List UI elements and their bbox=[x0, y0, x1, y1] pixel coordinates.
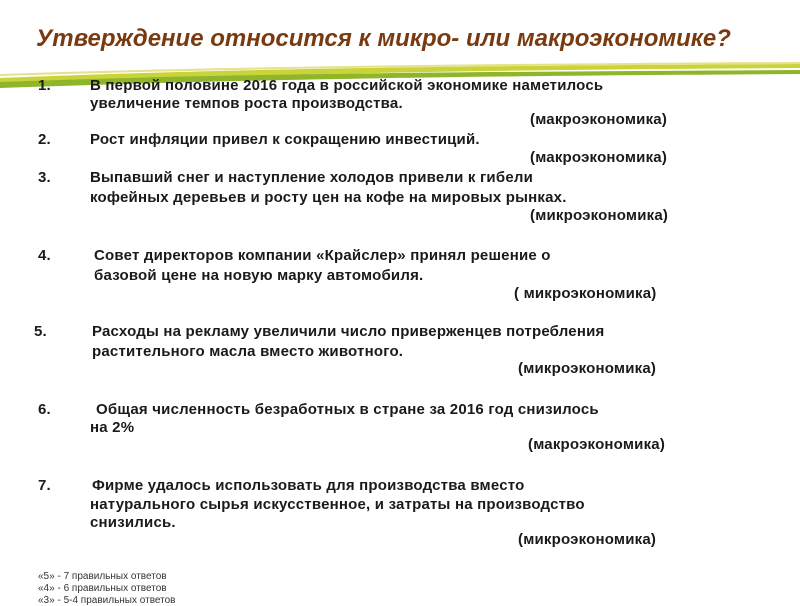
item-text-line: Фирме удалось использовать для производства вместо bbox=[92, 477, 525, 494]
item-answer: (макроэкономика) bbox=[530, 149, 668, 166]
item-text-line: увеличение темпов роста производства. bbox=[90, 95, 403, 112]
list-item bbox=[34, 322, 794, 362]
item-answer: (микроэкономика) bbox=[530, 207, 669, 224]
list-item bbox=[38, 76, 778, 116]
grading-note: «5» - 7 правильных ответов bbox=[38, 571, 167, 582]
item-text-line: Совет директоров компании «Крайслер» принял решение о bbox=[94, 247, 551, 264]
item-text-line: растительного масла вместо животного. bbox=[92, 343, 404, 360]
item-text-line: В первой половине 2016 года в российской экономике наметилось bbox=[90, 77, 604, 94]
list-item bbox=[38, 400, 798, 440]
item-text-line: Расходы на рекламу увеличили число приверженцев потребления bbox=[92, 323, 605, 340]
item-text-line: базовой цене на новую марку автомобиля. bbox=[94, 267, 424, 284]
item-number: 1. bbox=[38, 77, 51, 94]
item-text-line: Рост инфляции привел к сокращению инвестиций. bbox=[90, 131, 480, 148]
item-text-line: снизились. bbox=[90, 514, 176, 531]
item-text-line: кофейных деревьев и росту цен на кофе на мировых рынках. bbox=[90, 189, 567, 206]
item-answer: (макроэкономика) bbox=[530, 111, 668, 128]
item-answer: ( микроэкономика) bbox=[514, 285, 657, 302]
item-number: 6. bbox=[38, 401, 51, 418]
grading-note: «3» - 5-4 правильных ответов bbox=[38, 595, 176, 606]
item-number: 4. bbox=[38, 247, 51, 264]
item-text-line: Общая численность безработных в стране за 2016 год снизилось bbox=[96, 401, 599, 418]
list-item bbox=[38, 168, 778, 208]
item-answer: (микроэкономика) bbox=[518, 360, 657, 377]
item-number: 7. bbox=[38, 477, 51, 494]
page-title: Утверждение относится к микро- или макроэкономике? bbox=[36, 25, 731, 52]
item-number: 5. bbox=[34, 323, 47, 340]
item-answer: (микроэкономика) bbox=[518, 531, 657, 548]
item-text-line: натурального сырья искусственное, и затраты на производство bbox=[90, 496, 585, 513]
list-item bbox=[38, 130, 778, 150]
list-item bbox=[38, 246, 778, 286]
item-number: 3. bbox=[38, 169, 51, 186]
item-number: 2. bbox=[38, 131, 51, 148]
grading-note: «4» - 6 правильных ответов bbox=[38, 583, 167, 594]
item-answer: (макроэкономика) bbox=[528, 436, 666, 453]
item-text-line: Выпавший снег и наступление холодов привели к гибели bbox=[90, 169, 534, 186]
list-item bbox=[38, 476, 798, 536]
item-text-line: на 2% bbox=[90, 419, 135, 436]
